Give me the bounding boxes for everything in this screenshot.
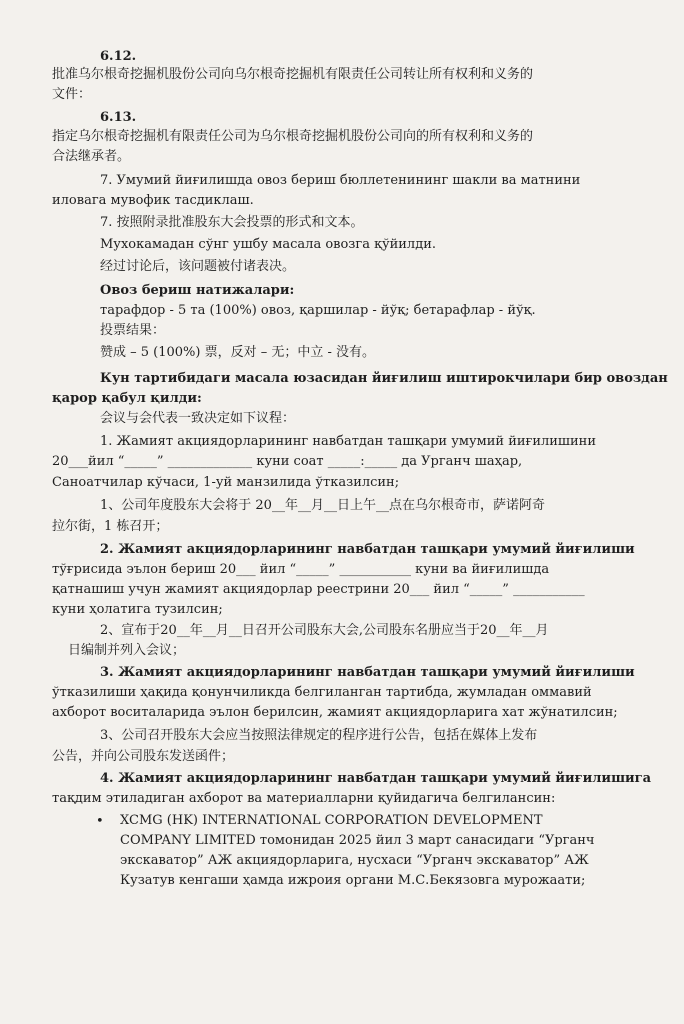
text-line: 指定乌尔根奇挖掘机有限责任公司为乌尔根奇挖掘机股份公司向的所有权利和义务的 bbox=[52, 129, 534, 144]
decision-heading: қарор қабул қилди: bbox=[52, 391, 202, 406]
text-line: 1、公司年度股东大会将于 20__年__月__日上午__点在乌尔根奇市，萨诺阿奇 bbox=[100, 498, 545, 513]
text-line: қатнашиш учун жамият акциядорлар реестрини 20___ йил “_____” ___________ bbox=[52, 582, 585, 597]
text-line: 20___йил “_____” _____________ куни соат _____:_____ да Урганч шаҳар, bbox=[52, 454, 523, 469]
text-line: 3、公司召开股东大会应当按照法律规定的程序进行公告，包括在媒体上发布 bbox=[100, 728, 538, 743]
text-line: тақдим этиладиган ахборот ва материалларни қуйидагича белгилансин: bbox=[52, 791, 556, 806]
text-line: куни ҳолатига тузилсин; bbox=[52, 602, 223, 617]
text-line: 2、宣布于20__年__月__日召开公司股东大会,公司股东名册应当于20__年__月 bbox=[100, 623, 549, 638]
list-item-text: XCMG (HK) INTERNATIONAL CORPORATION DEVELOPMENT bbox=[120, 813, 543, 828]
text-line: 会议与会代表一致决定如下议程： bbox=[100, 411, 296, 426]
section-number-6-13: 6.13. bbox=[100, 110, 137, 125]
list-item-text: Кузатув кенгаши ҳамда ижроия органи М.С.Бекязовга мурожаати; bbox=[120, 873, 586, 888]
text-line: 公告，并向公司股东发送函件； bbox=[52, 749, 235, 764]
text-line: 文件： bbox=[52, 87, 92, 102]
text-line: ўтказилиши ҳақида қонунчиликда белгиланган тартибда, жумладан оммавий bbox=[52, 685, 592, 700]
text-line: 1. Жамият акциядорларининг навбатдан ташқари умумий йиғилишини bbox=[100, 434, 596, 449]
text-line: 批准乌尔根奇挖掘机股份公司向乌尔根奇挖掘机有限责任公司转让所有权利和义务的 bbox=[52, 67, 534, 82]
bullet-icon: • bbox=[96, 814, 104, 829]
text-line: иловага мувофик тасдиклаш. bbox=[52, 193, 254, 208]
text-line: тарафдор - 5 та (100%) овоз, қаршилар - йўқ; бетарафлар - йўқ. bbox=[100, 303, 536, 318]
text-line: тўғрисида эълон бериш 20___ йил “_____” ___________ куни ва йиғилишда bbox=[52, 562, 550, 577]
list-item-text: COMPANY LIMITED томонидан 2025 йил 3 март санасидаги “Урганч bbox=[120, 833, 595, 848]
text-line: 4. Жамият акциядорларининг навбатдан ташқари умумий йиғилишига bbox=[100, 771, 652, 786]
text-line: 日编制并列入会议； bbox=[68, 643, 186, 658]
decision-heading: Кун тартибидаги масала юзасидан йиғилиш иштирокчилари бир овоздан bbox=[100, 371, 668, 386]
text-line: 拉尔街，1 栋召开； bbox=[52, 519, 169, 534]
text-line: 7. Умумий йиғилишда овоз бериш бюллетенининг шакли ва матнини bbox=[100, 173, 581, 188]
text-line: ахборот воситаларида эълон берилсин, жамият акциядорларига хат жўнатилсин; bbox=[52, 705, 618, 720]
vote-results-heading: Овоз бериш натижалари: bbox=[100, 283, 295, 298]
list-item-text: экскаватор” АЖ акциядорларига, нусхаси “Урганч экскаватор” АЖ bbox=[120, 853, 589, 868]
text-line: Мухокамадан сўнг ушбу масала овозга қўйилди. bbox=[100, 237, 436, 252]
text-line: Саноатчилар кўчаси, 1-уй манзилида ўтказилсин; bbox=[52, 475, 400, 490]
text-line: 合法继承者。 bbox=[52, 149, 131, 164]
text-line: 3. Жамият акциядорларининг навбатдан ташқари умумий йиғилиши bbox=[100, 665, 635, 680]
text-line: 投票结果： bbox=[100, 323, 166, 338]
text-line: 经过讨论后，该问题被付诸表决。 bbox=[100, 259, 296, 274]
text-line: 赞成 – 5 (100%) 票，反对 – 无；中立 - 没有。 bbox=[100, 345, 376, 360]
text-line: 7. 按照附录批准股东大会投票的形式和文本。 bbox=[100, 215, 364, 230]
text-line: 2. Жамият акциядорларининг навбатдан ташқари умумий йиғилиши bbox=[100, 542, 635, 557]
section-number-6-12: 6.12. bbox=[100, 49, 137, 64]
